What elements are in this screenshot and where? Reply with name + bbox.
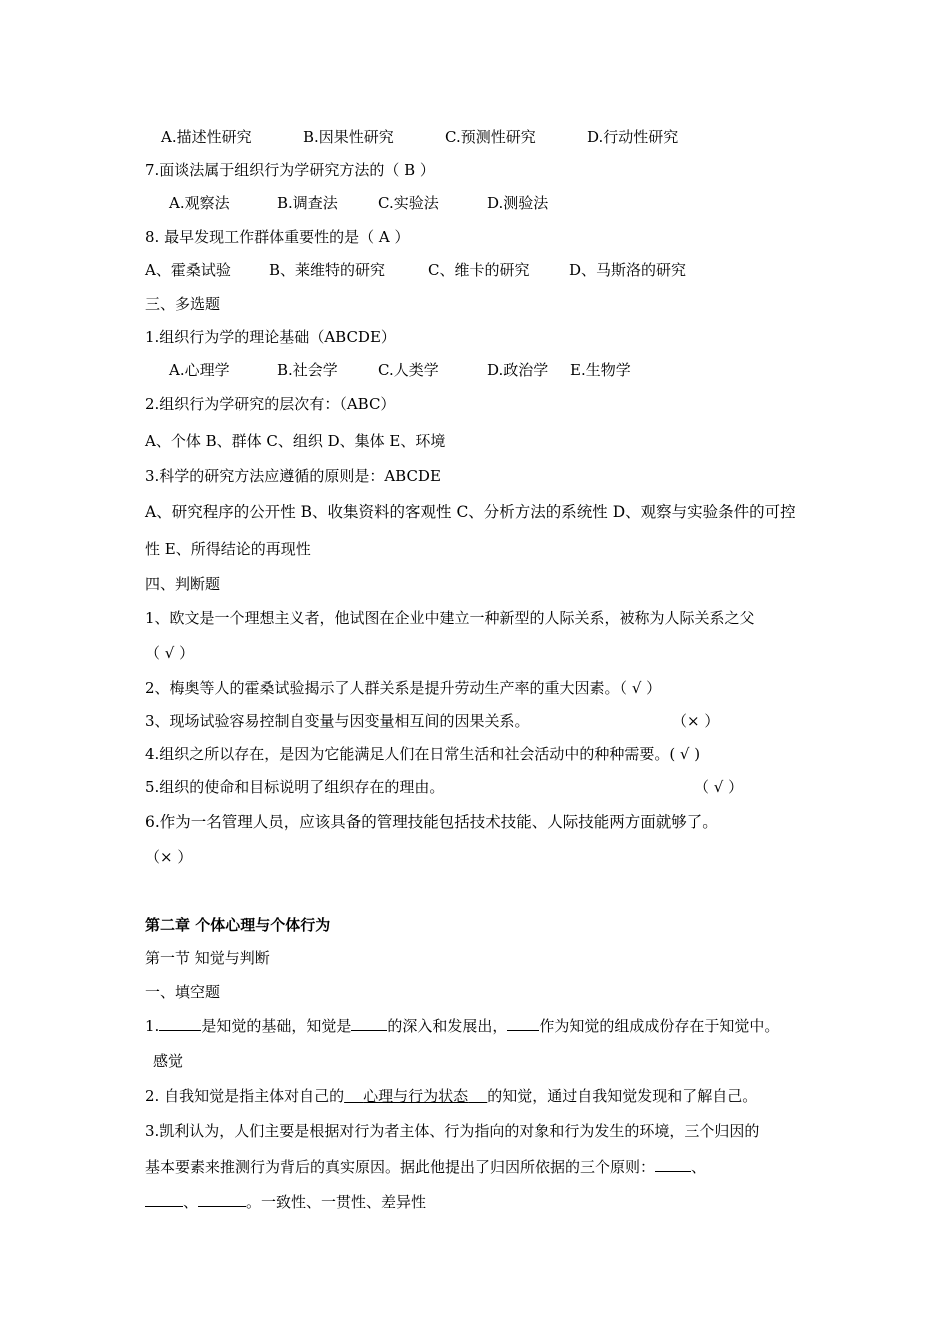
q6-option-b: B.因果性研究: [303, 128, 394, 146]
f2-part1: 2. 自我知觉是指主体对自己的: [145, 1087, 345, 1105]
q8-option-c: C、维卡的研究: [428, 261, 530, 279]
section-1-title: 第一节 知觉与判断: [145, 949, 270, 967]
f1-part4: 作为知觉的组成成份存在于知觉中。: [539, 1017, 780, 1035]
j3-answer: （× ）: [672, 712, 720, 730]
j2-statement: 2、梅奥等人的霍桑试验揭示了人群关系是提升劳动生产率的重大因素。（ √ ）: [145, 679, 662, 697]
j6-answer: （× ）: [145, 848, 193, 866]
m3-question: 3.科学的研究方法应遵循的原则是：ABCDE: [145, 467, 441, 485]
m2-options: A、个体 B、群体 C、组织 D、集体 E、环境: [145, 432, 446, 450]
j1-line1: 1、欧文是一个理想主义者，他试图在企业中建立一种新型的人际关系，被称为人际关系之父: [145, 609, 755, 627]
fill-in-heading: 一、填空题: [145, 983, 221, 1001]
f3-sep-2: 、: [183, 1193, 199, 1211]
m1-question: 1.组织行为学的理论基础（ABCDE）: [145, 328, 396, 346]
q7-option-c: C.实验法: [378, 194, 439, 212]
f1-part1: 1.: [145, 1017, 160, 1035]
f2-question: [145, 1085, 757, 1107]
q7-option-a: A.观察法: [169, 194, 230, 212]
f3-sep-1: 、: [691, 1158, 707, 1176]
m1-option-b: B.社会学: [277, 361, 338, 379]
f3-blank-1[interactable]: [655, 1156, 691, 1172]
f1-part3: 的深入和发展出，: [387, 1017, 508, 1035]
m1-option-d: D.政治学: [487, 361, 549, 379]
m1-option-e: E.生物学: [570, 361, 631, 379]
section-multiple-choice-heading: 三、多选题: [145, 295, 221, 313]
q7-option-d: D.测验法: [487, 194, 549, 212]
j6-line1: 6.作为一名管理人员，应该具备的管理技能包括技术技能、人际技能两方面就够了。: [145, 813, 718, 831]
j5-statement: 5.组织的使命和目标说明了组织存在的理由。: [145, 778, 445, 796]
f3-answer: 。一致性、一贯性、差异性: [246, 1193, 427, 1211]
chapter-2-title: 第二章 个体心理与个体行为: [145, 916, 331, 934]
m3-options-line2: 性 E、所得结论的再现性: [145, 540, 311, 558]
m1-option-c: C.人类学: [378, 361, 439, 379]
f1-blank-3[interactable]: [507, 1015, 539, 1031]
f3-line2-text: 基本要素来推测行为背后的真实原因。据此他提出了归因所依据的三个原则：: [145, 1158, 656, 1176]
f1-part2: 是知觉的基础，知觉是: [201, 1017, 352, 1035]
q8-option-a: A、霍桑试验: [145, 261, 231, 279]
j4-statement: 4.组织之所以存在，是因为它能满足人们在日常生活和社会活动中的种种需要。( √ ): [145, 745, 701, 763]
f1-blank-2[interactable]: [351, 1015, 387, 1031]
j1-answer: （ √ ）: [145, 644, 195, 662]
f1-answer: 感觉: [153, 1052, 184, 1070]
f3-blank-3[interactable]: [198, 1191, 246, 1207]
q8-option-d: D、马斯洛的研究: [569, 261, 687, 279]
f3-line2: [145, 1156, 706, 1178]
f2-underlined-answer: 心理与行为状态: [363, 1087, 469, 1105]
j5-answer: （ √ ）: [694, 778, 744, 796]
q7-question: 7.面谈法属于组织行为学研究方法的（ B ）: [145, 161, 435, 179]
f1-question: [145, 1015, 779, 1037]
q7-option-b: B.调查法: [277, 194, 338, 212]
q6-option-c: C.预测性研究: [445, 128, 536, 146]
m1-option-a: A.心理学: [169, 361, 230, 379]
j3-statement: 3、现场试验容易控制自变量与因变量相互间的因果关系。: [145, 712, 530, 730]
m3-options-line1: A、研究程序的公开性 B、收集资料的客观性 C、分析方法的系统性 D、观察与实验条件的可控: [145, 503, 796, 521]
q8-question: 8. 最早发现工作群体重要性的是（ A ）: [145, 228, 410, 246]
m2-question: 2.组织行为学研究的层次有：（ABC）: [145, 395, 396, 413]
f3-line1: 3.凯利认为，人们主要是根据对行为者主体、行为指向的对象和行为发生的环境，三个归因的: [145, 1122, 760, 1140]
q8-option-b: B、莱维特的研究: [269, 261, 386, 279]
f3-blank-2[interactable]: [145, 1191, 183, 1207]
f3-line3: [145, 1191, 426, 1213]
q6-option-a: A.描述性研究: [161, 128, 252, 146]
section-true-false-heading: 四、判断题: [145, 575, 221, 593]
f2-part2: 的知觉，通过自我知觉发现和了解自己。: [487, 1087, 758, 1105]
q6-option-d: D.行动性研究: [587, 128, 679, 146]
f1-blank-1[interactable]: [159, 1015, 201, 1031]
